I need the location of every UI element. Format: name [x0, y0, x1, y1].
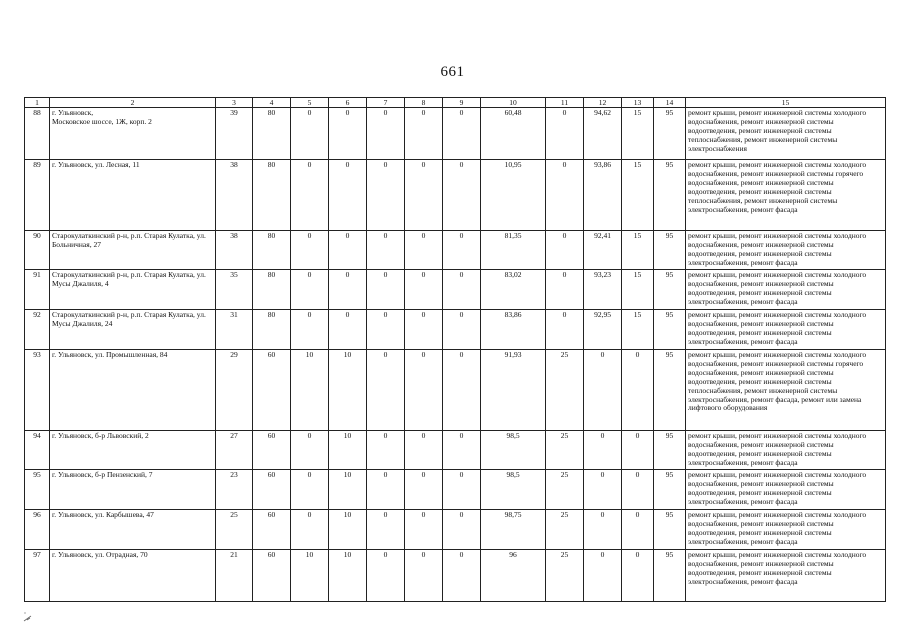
col-6-cell: 0 [329, 231, 367, 270]
row-number-cell: 90 [25, 231, 50, 270]
col-5-cell: 0 [291, 510, 329, 550]
col-6-cell: 10 [329, 550, 367, 602]
column-header: 1 [25, 98, 50, 108]
column-header: 12 [584, 98, 622, 108]
col-9-cell: 0 [443, 160, 481, 231]
table-row [25, 270, 886, 310]
col-14-cell: 95 [654, 310, 686, 350]
col-7-cell: 0 [367, 231, 405, 270]
corner-scan-mark [22, 605, 42, 623]
col-3-cell: 23 [216, 470, 253, 510]
col-12-cell: 0 [584, 550, 622, 602]
column-number-row [25, 98, 886, 108]
col-3-cell: 35 [216, 270, 253, 310]
col-5-cell: 0 [291, 270, 329, 310]
column-header: 2 [50, 98, 216, 108]
col-3-cell: 38 [216, 160, 253, 231]
col-10-cell: 91,93 [481, 350, 546, 431]
row-number-cell: 95 [25, 470, 50, 510]
address-cell: г. Ульяновск, ул. Промышленная, 84 [50, 350, 216, 431]
col-12-cell: 93,86 [584, 160, 622, 231]
col-13-cell: 15 [622, 231, 654, 270]
col-6-cell: 10 [329, 350, 367, 431]
col-11-cell: 25 [546, 431, 584, 470]
col-11-cell: 0 [546, 108, 584, 160]
col-13-cell: 15 [622, 160, 654, 231]
col-9-cell: 0 [443, 350, 481, 431]
table-row [25, 510, 886, 550]
row-number-cell: 92 [25, 310, 50, 350]
col-10-cell: 81,35 [481, 231, 546, 270]
col-12-cell: 0 [584, 350, 622, 431]
column-header: 13 [622, 98, 654, 108]
col-7-cell: 0 [367, 108, 405, 160]
col-11-cell: 0 [546, 160, 584, 231]
work-types-cell: ремонт крыши, ремонт инженерной системы холодного водоснабжения, ремонт инженерной системы водоотведения, ремонт инженерной системы электроснабжения, ремонт фасада [686, 231, 886, 270]
col-8-cell: 0 [405, 108, 443, 160]
col-12-cell: 94,62 [584, 108, 622, 160]
repair-schedule-table [24, 97, 886, 602]
col-3-cell: 21 [216, 550, 253, 602]
col-9-cell: 0 [443, 231, 481, 270]
col-11-cell: 25 [546, 470, 584, 510]
col-10-cell: 98,5 [481, 431, 546, 470]
col-10-cell: 60,48 [481, 108, 546, 160]
column-header: 15 [686, 98, 886, 108]
work-types-cell: ремонт крыши, ремонт инженерной системы холодного водоснабжения, ремонт инженерной системы водоотведения, ремонт инженерной системы электроснабжения, ремонт фасада [686, 510, 886, 550]
col-13-cell: 15 [622, 270, 654, 310]
col-11-cell: 25 [546, 350, 584, 431]
col-5-cell: 0 [291, 431, 329, 470]
col-5-cell: 0 [291, 160, 329, 231]
col-4-cell: 80 [253, 310, 291, 350]
table-row [25, 160, 886, 231]
col-4-cell: 60 [253, 550, 291, 602]
col-14-cell: 95 [654, 108, 686, 160]
address-cell: Старокулаткинский р-н, р.п. Старая Кулатка, ул. Мусы Джалиля, 4 [50, 270, 216, 310]
col-11-cell: 0 [546, 310, 584, 350]
table-body [25, 98, 886, 602]
col-3-cell: 38 [216, 231, 253, 270]
address-cell: г. Ульяновск, ул. Отрадная, 70 [50, 550, 216, 602]
table-row [25, 310, 886, 350]
col-4-cell: 60 [253, 470, 291, 510]
col-14-cell: 95 [654, 231, 686, 270]
address-cell: г. Ульяновск, Московское шоссе, 1Ж, корп. 2 [50, 108, 216, 160]
col-13-cell: 0 [622, 550, 654, 602]
work-types-cell: ремонт крыши, ремонт инженерной системы холодного водоснабжения, ремонт инженерной системы водоотведения, ремонт инженерной системы электроснабжения, ремонт фасада [686, 270, 886, 310]
column-header: 8 [405, 98, 443, 108]
col-6-cell: 10 [329, 470, 367, 510]
col-13-cell: 0 [622, 470, 654, 510]
row-number-cell: 97 [25, 550, 50, 602]
col-3-cell: 25 [216, 510, 253, 550]
col-12-cell: 92,95 [584, 310, 622, 350]
col-14-cell: 95 [654, 160, 686, 231]
work-types-cell: ремонт крыши, ремонт инженерной системы холодного водоснабжения, ремонт инженерной системы горячего водоснабжения, ремонт инженерной системы водоотведения, ремонт инженерной системы теплоснабжения, ремонт инженерной системы электроснабжения, ремонт фасада, ремонт или замена лифтового оборудования [686, 350, 886, 431]
col-3-cell: 29 [216, 350, 253, 431]
col-12-cell: 0 [584, 470, 622, 510]
col-6-cell: 0 [329, 270, 367, 310]
table-row [25, 550, 886, 602]
page-number: 661 [440, 64, 465, 80]
col-14-cell: 95 [654, 270, 686, 310]
col-6-cell: 10 [329, 431, 367, 470]
work-types-cell: ремонт крыши, ремонт инженерной системы холодного водоснабжения, ремонт инженерной системы водоотведения, ремонт инженерной системы электроснабжения, ремонт фасада [686, 550, 886, 602]
column-header: 14 [654, 98, 686, 108]
col-13-cell: 15 [622, 310, 654, 350]
address-cell: г. Ульяновск, б-р Львовский, 2 [50, 431, 216, 470]
col-9-cell: 0 [443, 550, 481, 602]
row-number-cell: 93 [25, 350, 50, 431]
col-7-cell: 0 [367, 470, 405, 510]
col-8-cell: 0 [405, 350, 443, 431]
column-header: 5 [291, 98, 329, 108]
col-5-cell: 0 [291, 310, 329, 350]
col-10-cell: 83,86 [481, 310, 546, 350]
table-row [25, 470, 886, 510]
col-14-cell: 95 [654, 550, 686, 602]
col-6-cell: 0 [329, 310, 367, 350]
col-13-cell: 0 [622, 431, 654, 470]
column-header: 9 [443, 98, 481, 108]
col-4-cell: 80 [253, 270, 291, 310]
col-7-cell: 0 [367, 350, 405, 431]
address-cell: Старокулаткинский р-н, р.п. Старая Кулатка, ул. Больничная, 27 [50, 231, 216, 270]
col-5-cell: 0 [291, 470, 329, 510]
col-8-cell: 0 [405, 270, 443, 310]
col-4-cell: 80 [253, 160, 291, 231]
col-8-cell: 0 [405, 431, 443, 470]
col-7-cell: 0 [367, 510, 405, 550]
column-header: 4 [253, 98, 291, 108]
col-12-cell: 0 [584, 431, 622, 470]
col-10-cell: 96 [481, 550, 546, 602]
col-8-cell: 0 [405, 470, 443, 510]
col-10-cell: 83,02 [481, 270, 546, 310]
col-3-cell: 31 [216, 310, 253, 350]
table-row [25, 108, 886, 160]
col-3-cell: 39 [216, 108, 253, 160]
row-number-cell: 96 [25, 510, 50, 550]
column-header: 6 [329, 98, 367, 108]
col-13-cell: 0 [622, 350, 654, 431]
col-9-cell: 0 [443, 470, 481, 510]
col-8-cell: 0 [405, 310, 443, 350]
address-cell: г. Ульяновск, ул. Лесная, 11 [50, 160, 216, 231]
col-8-cell: 0 [405, 550, 443, 602]
col-12-cell: 92,41 [584, 231, 622, 270]
work-types-cell: ремонт крыши, ремонт инженерной системы холодного водоснабжения, ремонт инженерной системы водоотведения, ремонт инженерной системы электроснабжения, ремонт фасада [686, 470, 886, 510]
col-3-cell: 27 [216, 431, 253, 470]
row-number-cell: 94 [25, 431, 50, 470]
col-8-cell: 0 [405, 160, 443, 231]
row-number-cell: 88 [25, 108, 50, 160]
col-6-cell: 10 [329, 510, 367, 550]
col-14-cell: 95 [654, 470, 686, 510]
row-number-cell: 91 [25, 270, 50, 310]
col-4-cell: 60 [253, 350, 291, 431]
col-9-cell: 0 [443, 510, 481, 550]
col-10-cell: 10,95 [481, 160, 546, 231]
column-header: 10 [481, 98, 546, 108]
col-5-cell: 10 [291, 550, 329, 602]
col-7-cell: 0 [367, 310, 405, 350]
col-7-cell: 0 [367, 431, 405, 470]
col-4-cell: 80 [253, 231, 291, 270]
col-4-cell: 80 [253, 108, 291, 160]
col-14-cell: 95 [654, 431, 686, 470]
col-5-cell: 0 [291, 231, 329, 270]
work-types-cell: ремонт крыши, ремонт инженерной системы холодного водоснабжения, ремонт инженерной системы горячего водоснабжения, ремонт инженерной системы водоотведения, ремонт инженерной системы теплоснабжения, ремонт инженерной системы электроснабжения, ремонт фасада [686, 160, 886, 231]
table-row [25, 350, 886, 431]
col-13-cell: 0 [622, 510, 654, 550]
row-number-cell: 89 [25, 160, 50, 231]
col-10-cell: 98,5 [481, 470, 546, 510]
col-7-cell: 0 [367, 270, 405, 310]
address-cell: г. Ульяновск, б-р Пензенский, 7 [50, 470, 216, 510]
column-header: 11 [546, 98, 584, 108]
col-8-cell: 0 [405, 231, 443, 270]
col-7-cell: 0 [367, 160, 405, 231]
column-header: 3 [216, 98, 253, 108]
table-row [25, 231, 886, 270]
column-header: 7 [367, 98, 405, 108]
col-8-cell: 0 [405, 510, 443, 550]
col-11-cell: 0 [546, 231, 584, 270]
col-11-cell: 25 [546, 550, 584, 602]
col-9-cell: 0 [443, 431, 481, 470]
col-13-cell: 15 [622, 108, 654, 160]
col-5-cell: 10 [291, 350, 329, 431]
address-cell: Старокулаткинский р-н, р.п. Старая Кулатка, ул. Мусы Джалиля, 24 [50, 310, 216, 350]
col-4-cell: 60 [253, 431, 291, 470]
work-types-cell: ремонт крыши, ремонт инженерной системы холодного водоснабжения, ремонт инженерной системы водоотведения, ремонт инженерной системы электроснабжения, ремонт фасада [686, 431, 886, 470]
col-12-cell: 0 [584, 510, 622, 550]
table-row [25, 431, 886, 470]
col-4-cell: 60 [253, 510, 291, 550]
work-types-cell: ремонт крыши, ремонт инженерной системы холодного водоснабжения, ремонт инженерной системы водоотведения, ремонт инженерной системы теплоснабжения, ремонт инженерной системы электроснабжения [686, 108, 886, 160]
col-5-cell: 0 [291, 108, 329, 160]
col-11-cell: 0 [546, 270, 584, 310]
col-9-cell: 0 [443, 108, 481, 160]
col-11-cell: 25 [546, 510, 584, 550]
address-cell: г. Ульяновск, ул. Карбышева, 47 [50, 510, 216, 550]
col-12-cell: 93,23 [584, 270, 622, 310]
col-10-cell: 98,75 [481, 510, 546, 550]
work-types-cell: ремонт крыши, ремонт инженерной системы холодного водоснабжения, ремонт инженерной системы водоотведения, ремонт инженерной системы электроснабжения, ремонт фасада [686, 310, 886, 350]
col-6-cell: 0 [329, 108, 367, 160]
col-9-cell: 0 [443, 270, 481, 310]
col-14-cell: 95 [654, 510, 686, 550]
col-9-cell: 0 [443, 310, 481, 350]
col-6-cell: 0 [329, 160, 367, 231]
col-7-cell: 0 [367, 550, 405, 602]
col-14-cell: 95 [654, 350, 686, 431]
